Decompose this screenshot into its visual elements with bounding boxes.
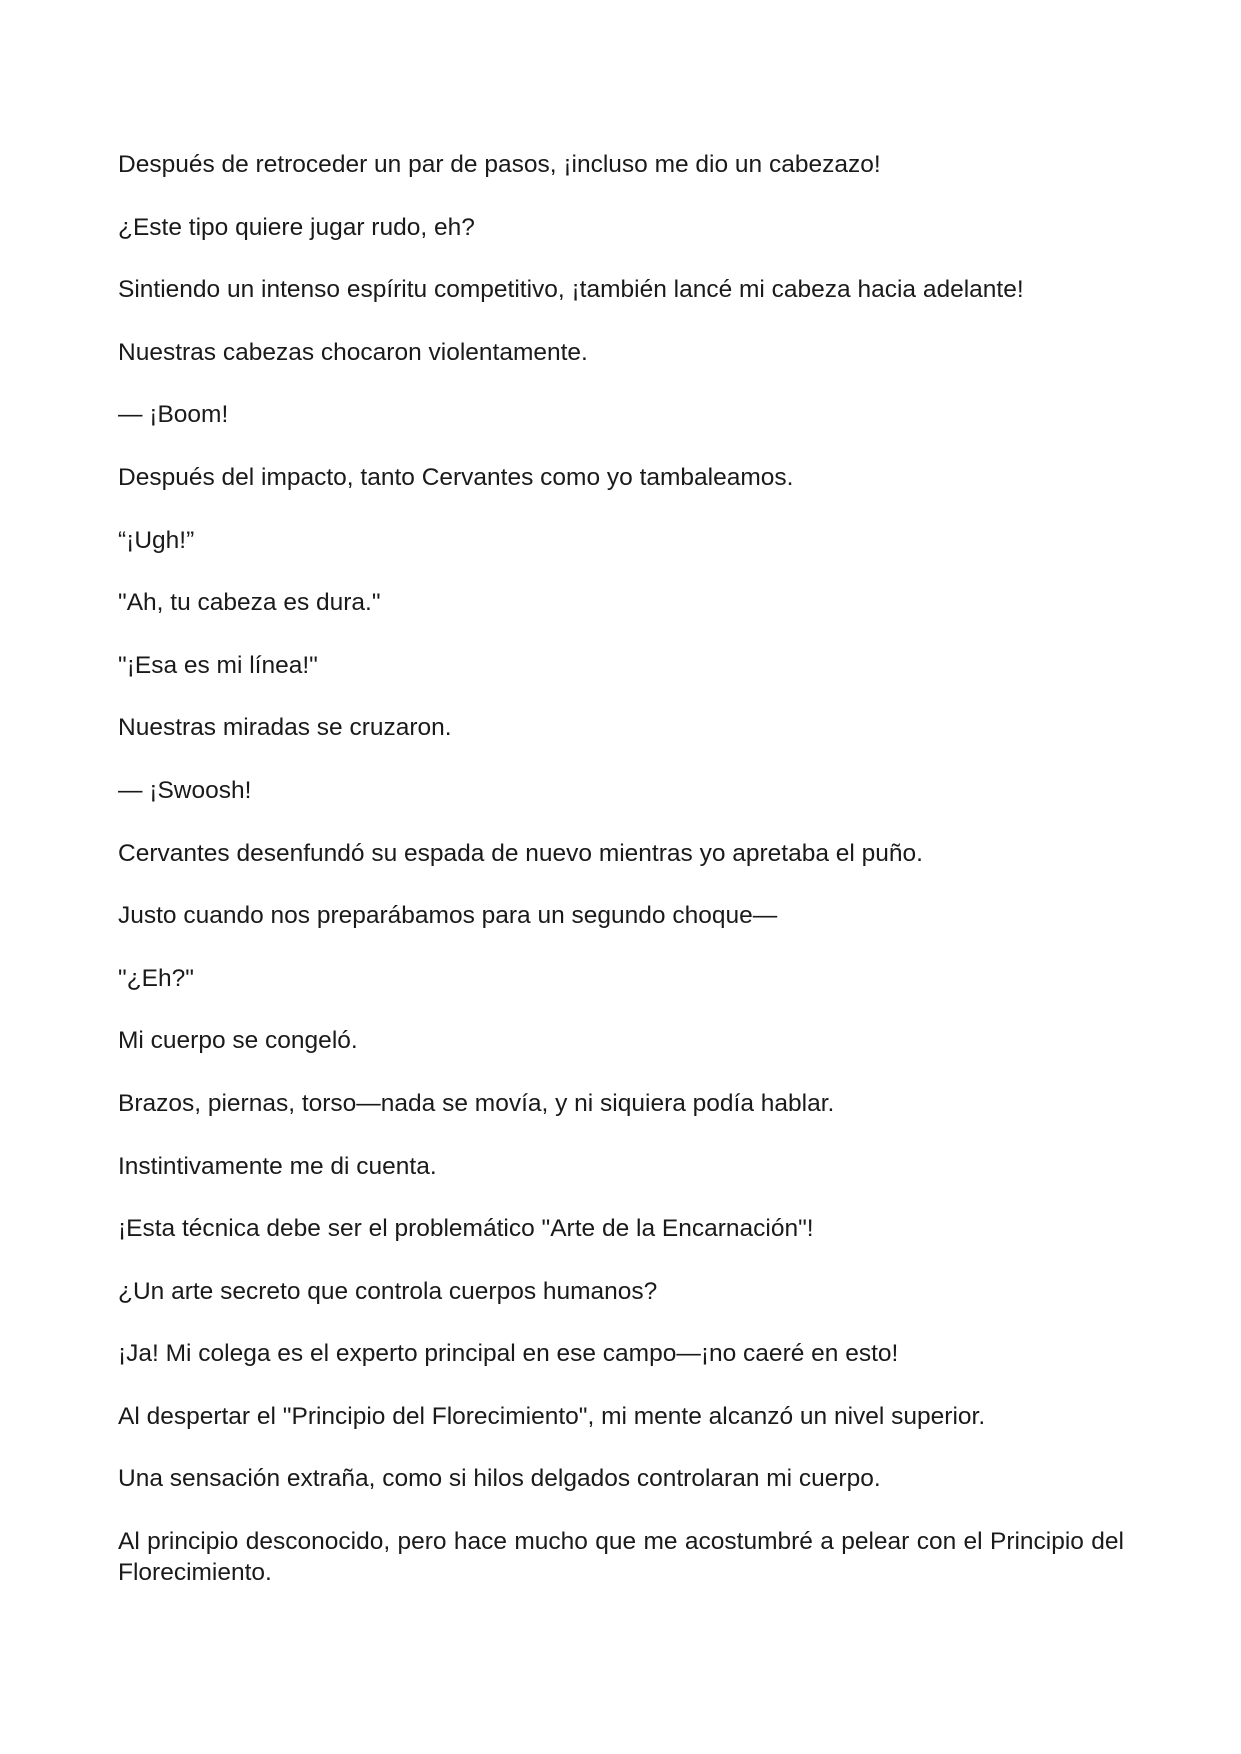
paragraph: Sintiendo un intenso espíritu competitivo, ¡también lancé mi cabeza hacia adelante! — [118, 276, 1024, 304]
paragraph: — ¡Boom! — [118, 401, 229, 429]
paragraph: "¡Esa es mi línea!" — [118, 651, 318, 679]
paragraph: Instintivamente me di cuenta. — [118, 1152, 437, 1180]
paragraph: ¿Un arte secreto que controla cuerpos humanos? — [118, 1277, 658, 1305]
paragraph: Al principio desconocido, pero hace mucho que me acostumbré a pelear con el Principio del Florecimiento. — [118, 1528, 1124, 1587]
paragraph: Cervantes desenfundó su espada de nuevo mientras yo apretaba el puño. — [118, 839, 923, 867]
paragraph: ¿Este tipo quiere jugar rudo, eh? — [118, 213, 475, 241]
document-body — [118, 149, 1124, 1620]
paragraph: Nuestras miradas se cruzaron. — [118, 714, 452, 742]
paragraph: ¡Ja! Mi colega es el experto principal en ese campo—¡no caeré en esto! — [118, 1340, 899, 1368]
paragraph: Después del impacto, tanto Cervantes como yo tambaleamos. — [118, 463, 794, 491]
paragraph: Una sensación extraña, como si hilos delgados controlaran mi cuerpo. — [118, 1465, 881, 1493]
paragraph: “¡Ugh!” — [118, 526, 195, 554]
paragraph: Nuestras cabezas chocaron violentamente. — [118, 338, 588, 366]
paragraph: — ¡Swoosh! — [118, 776, 252, 804]
paragraph: Al despertar el "Principio del Florecimiento", mi mente alcanzó un nivel superior. — [118, 1402, 986, 1430]
paragraph: Mi cuerpo se congeló. — [118, 1027, 358, 1055]
paragraph: "¿Eh?" — [118, 964, 194, 992]
paragraph: Brazos, piernas, torso—nada se movía, y ni siquiera podía hablar. — [118, 1089, 835, 1117]
paragraph: Justo cuando nos preparábamos para un segundo choque— — [118, 902, 778, 930]
paragraph: ¡Esta técnica debe ser el problemático "Arte de la Encarnación"! — [118, 1215, 814, 1243]
paragraph: "Ah, tu cabeza es dura." — [118, 589, 381, 617]
paragraph: Después de retroceder un par de pasos, ¡incluso me dio un cabezazo! — [118, 151, 881, 178]
